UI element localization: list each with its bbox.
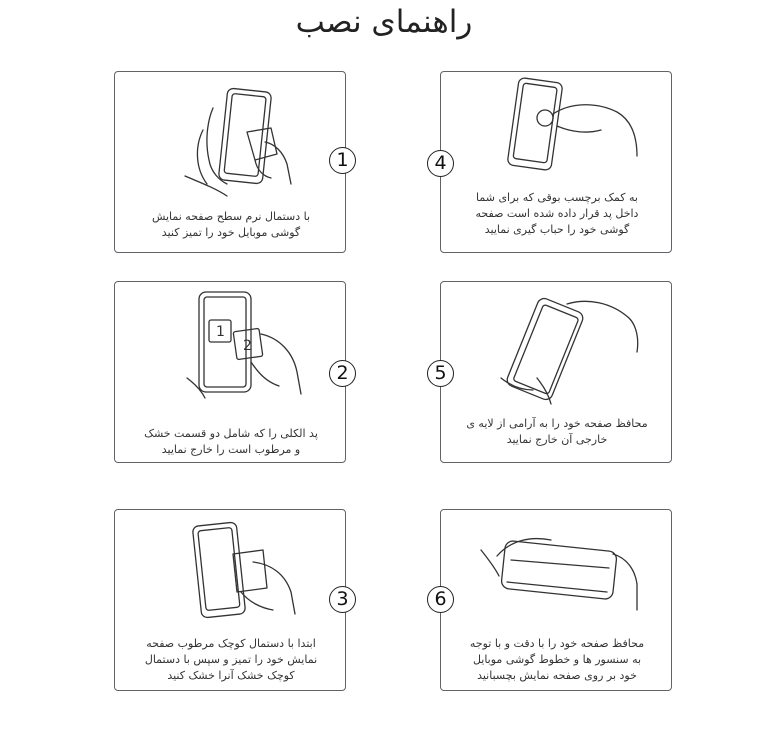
page-title: راهنمای نصب xyxy=(295,4,473,40)
peel-film-icon xyxy=(441,282,673,412)
step-caption: به کمک برچسب بوقی که برای شما داخل پد قرار داده شده است صفحه گوشی خود را حباب گیری نمایید xyxy=(475,191,639,236)
wipe-screen-icon xyxy=(115,72,347,212)
wet-dry-wipe-icon xyxy=(115,510,347,640)
step-caption: ابتدا با دستمال کوچک مرطوب صفحه نمایش خود را تمیز و سپس با دستمال کوچک خشک آنرا خشک کنید xyxy=(144,637,318,682)
step-number: 2 xyxy=(329,360,356,387)
apply-protector-icon xyxy=(441,510,673,620)
step-card-3 xyxy=(114,509,349,691)
step-card-5 xyxy=(434,281,672,463)
dust-sticker-icon xyxy=(441,72,673,182)
svg-text:1: 1 xyxy=(216,324,225,340)
step-caption: محافظ صفحه خود را به آرامی از لایه ی خارجی آن خارج نمایید xyxy=(466,417,648,446)
step-card-6 xyxy=(434,509,672,691)
step-number: 3 xyxy=(329,586,356,613)
step-caption: محافظ صفحه خود را با دقت و با توجه به سنسور ها و خطوط گوشی موبایل خود بر روی صفحه نمایش بچسبانید xyxy=(469,637,645,682)
svg-text:2: 2 xyxy=(243,338,252,354)
step-card-1 xyxy=(114,71,349,253)
step-number: 6 xyxy=(427,586,454,613)
step-card-2 xyxy=(114,281,349,463)
step-number: 4 xyxy=(427,150,454,177)
step-number: 1 xyxy=(329,147,356,174)
step-number: 5 xyxy=(427,360,454,387)
alcohol-pad-icon xyxy=(115,282,347,422)
step-card-4 xyxy=(434,71,672,253)
step-caption: با دستمال نرم سطح صفحه نمایش گوشی موبایل خود را تمیز کنید xyxy=(151,210,311,239)
step-caption: پد الکلی را که شامل دو قسمت خشک و مرطوب است را خارج نمایید xyxy=(144,427,318,456)
